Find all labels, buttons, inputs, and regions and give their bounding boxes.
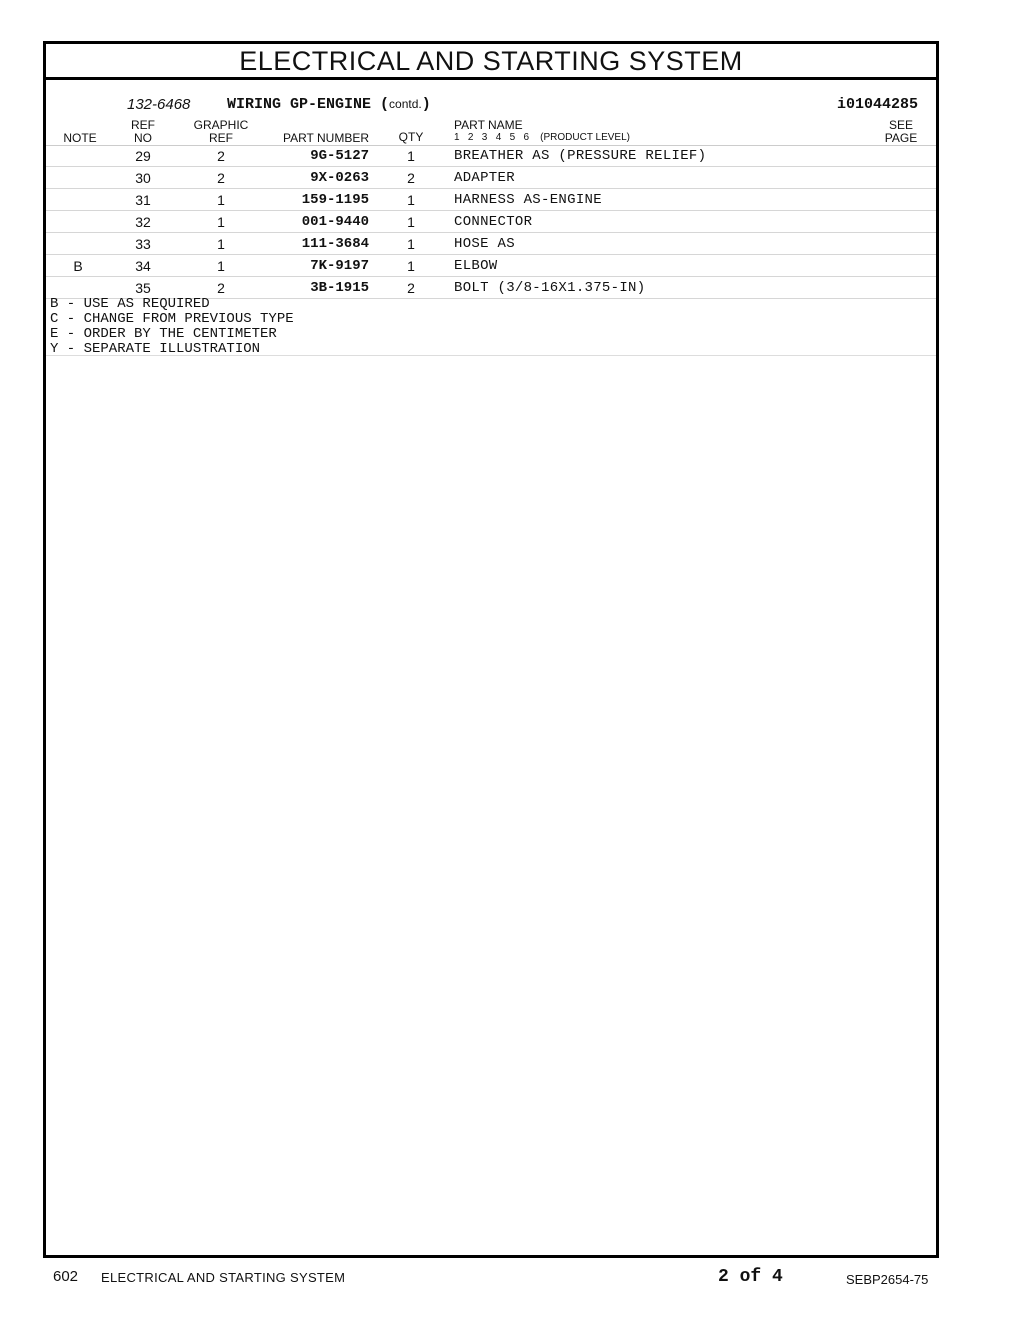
col-graphic-2: REF bbox=[209, 131, 233, 145]
notes-legend bbox=[50, 297, 294, 357]
row-part-name: HOSE AS bbox=[454, 236, 515, 252]
row-graphic-ref: 2 bbox=[217, 280, 225, 296]
row-part-number: 001-9440 bbox=[301, 214, 369, 230]
group-close: ) bbox=[421, 96, 431, 113]
row-ref: 30 bbox=[135, 170, 151, 186]
row-part-name: CONNECTOR bbox=[454, 214, 533, 230]
footer-page-number: 602 bbox=[53, 1268, 79, 1285]
row-ref: 35 bbox=[135, 280, 151, 296]
footer-section-title: ELECTRICAL AND STARTING SYSTEM bbox=[101, 1270, 346, 1285]
col-see-1: SEE bbox=[888, 118, 913, 132]
row-qty: 1 bbox=[407, 148, 415, 164]
col-see-2: PAGE bbox=[884, 131, 918, 145]
col-ref-2: NO bbox=[134, 131, 152, 145]
table-row bbox=[46, 211, 936, 233]
row-part-name: BOLT (3/8-16X1.375-IN) bbox=[454, 280, 646, 296]
table-row bbox=[46, 233, 936, 255]
row-ref: 33 bbox=[135, 236, 151, 252]
footer-page-count: 2 of 4 bbox=[718, 1267, 783, 1287]
col-part-number: PART NUMBER bbox=[282, 131, 369, 145]
group-name-text: WIRING GP-ENGINE ( bbox=[227, 96, 390, 113]
group-number: 132-6468 bbox=[127, 96, 191, 113]
page-title: ELECTRICAL AND STARTING SYSTEM bbox=[46, 44, 936, 80]
row-graphic-ref: 2 bbox=[217, 148, 225, 164]
row-graphic-ref: 1 bbox=[217, 236, 225, 252]
parts-table bbox=[46, 145, 936, 299]
row-part-name: BREATHER AS (PRESSURE RELIEF) bbox=[454, 148, 707, 164]
row-qty: 2 bbox=[407, 280, 415, 296]
row-ref: 32 bbox=[135, 214, 151, 230]
group-name bbox=[227, 96, 431, 113]
row-graphic-ref: 1 bbox=[217, 192, 225, 208]
row-qty: 1 bbox=[407, 214, 415, 230]
row-part-number: 159-1195 bbox=[301, 192, 369, 208]
page-frame bbox=[43, 41, 939, 1258]
table-row bbox=[46, 145, 936, 167]
group-contd: contd. bbox=[389, 97, 422, 111]
col-qty: QTY bbox=[398, 130, 424, 144]
row-graphic-ref: 1 bbox=[217, 214, 225, 230]
row-ref: 31 bbox=[135, 192, 151, 208]
row-part-number: 7K-9197 bbox=[310, 258, 369, 274]
col-note: NOTE bbox=[63, 131, 97, 145]
row-qty: 2 bbox=[407, 170, 415, 186]
table-row bbox=[46, 167, 936, 189]
note-line: C - CHANGE FROM PREVIOUS TYPE bbox=[50, 311, 294, 327]
row-part-number: 9X-0263 bbox=[310, 170, 369, 186]
col-part-name: PART NAME bbox=[454, 118, 523, 132]
note-line: B - USE AS REQUIRED bbox=[50, 296, 210, 312]
col-ref-1: REF bbox=[131, 118, 155, 132]
row-note: B bbox=[73, 258, 83, 274]
col-graphic-1: GRAPHIC bbox=[193, 118, 249, 132]
table-row bbox=[46, 189, 936, 211]
table-row bbox=[46, 255, 936, 277]
row-part-name: ELBOW bbox=[454, 258, 498, 274]
row-part-number: 3B-1915 bbox=[310, 280, 369, 296]
row-qty: 1 bbox=[407, 236, 415, 252]
group-heading bbox=[46, 94, 936, 116]
notes-divider bbox=[46, 355, 936, 356]
row-ref: 34 bbox=[135, 258, 151, 274]
note-line: Y - SEPARATE ILLUSTRATION bbox=[50, 341, 261, 357]
row-graphic-ref: 1 bbox=[217, 258, 225, 274]
row-part-number: 9G-5127 bbox=[310, 148, 369, 164]
row-part-name: ADAPTER bbox=[454, 170, 515, 186]
illustration-id: i01044285 bbox=[836, 96, 918, 113]
col-product-level: 1 2 3 4 5 6 (PRODUCT LEVEL) bbox=[454, 132, 630, 143]
row-part-number: 111-3684 bbox=[301, 236, 369, 252]
row-ref: 29 bbox=[135, 148, 151, 164]
row-graphic-ref: 2 bbox=[217, 170, 225, 186]
row-qty: 1 bbox=[407, 258, 415, 274]
row-part-name: HARNESS AS-ENGINE bbox=[454, 192, 602, 208]
note-line: E - ORDER BY THE CENTIMETER bbox=[50, 326, 277, 342]
row-qty: 1 bbox=[407, 192, 415, 208]
footer-document-id: SEBP2654-75 bbox=[846, 1272, 929, 1287]
